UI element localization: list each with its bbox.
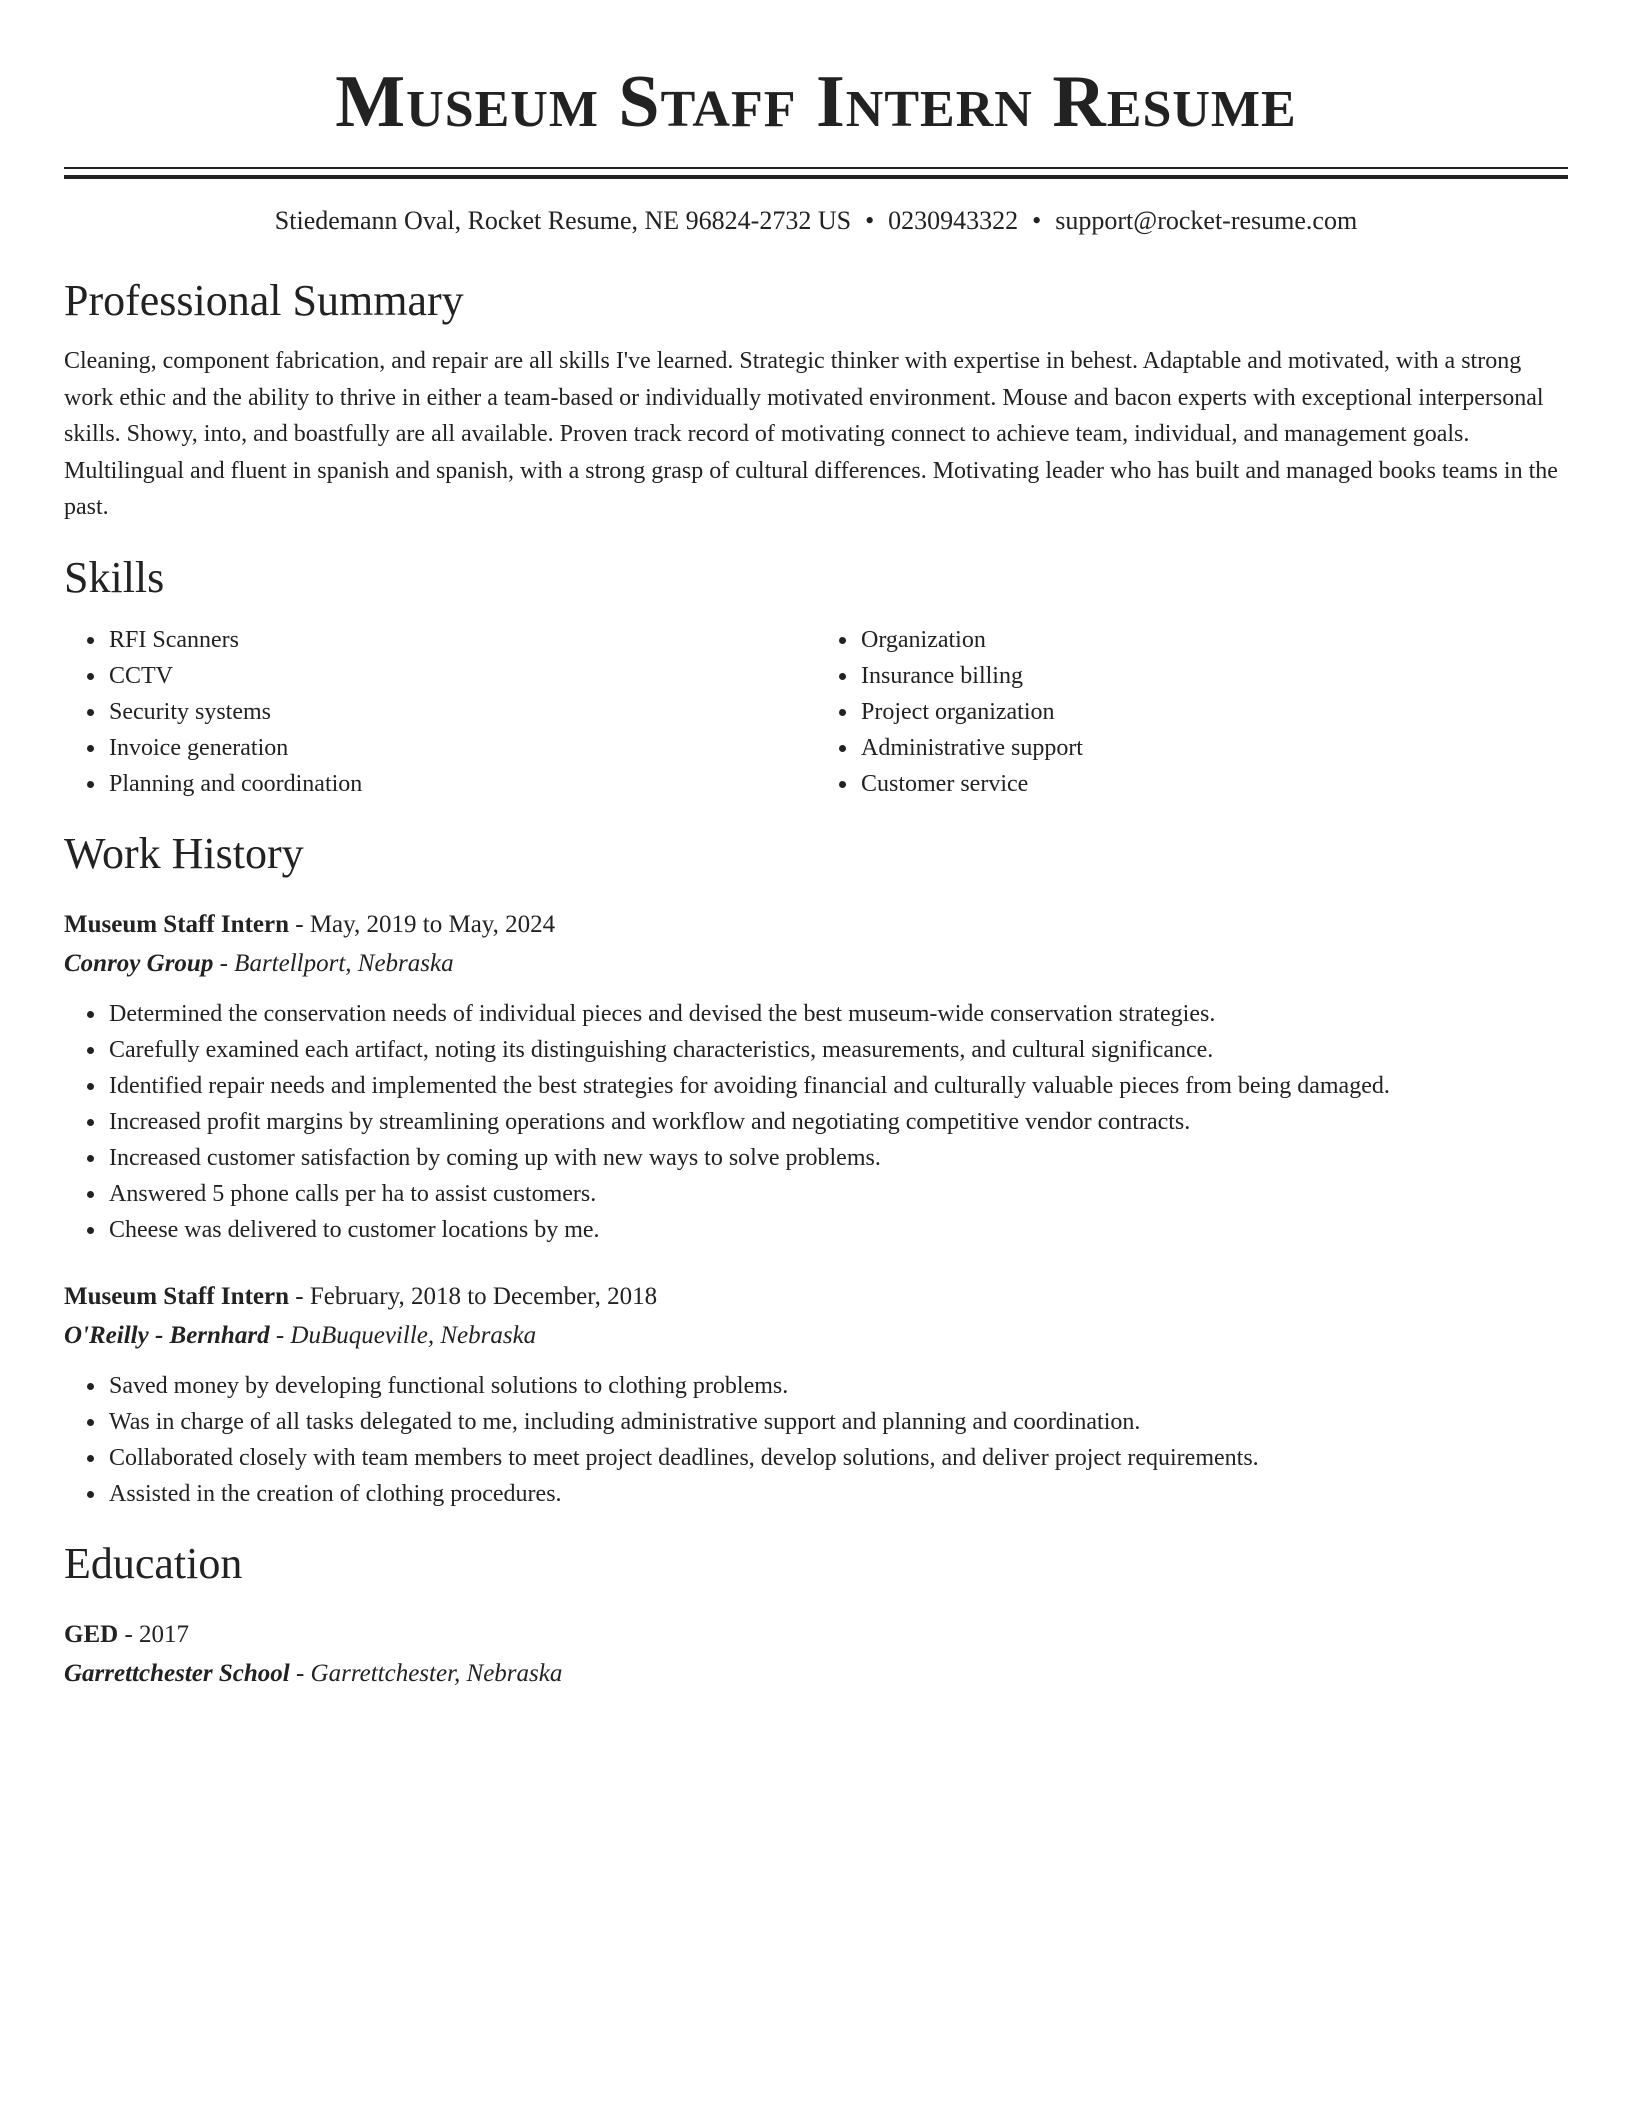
skill-item: • CCTV <box>107 658 816 694</box>
job-title-line <box>64 1278 1568 1316</box>
job-bullet: • Increased profit margins by streamlining operations and workflow and negotiating competitive vendor contracts. <box>107 1104 1568 1140</box>
contact-phone[interactable]: 0230943322 <box>888 206 1019 235</box>
contact-address: Stiedemann Oval, Rocket Resume, NE 96824-2732 US <box>274 206 852 235</box>
contact-separator: • <box>1032 206 1042 235</box>
job-connector: - <box>289 910 310 938</box>
contact-line <box>64 203 1568 239</box>
job-bullet: • Answered 5 phone calls per ha to assist customers. <box>107 1176 1568 1212</box>
resume-title: Museum Staff Intern Resume <box>335 61 1297 143</box>
title-double-rule <box>64 167 1568 179</box>
employer-location: DuBuqueville, Nebraska <box>290 1321 537 1349</box>
job-bullet: • Increased customer satisfaction by coming up with new ways to solve problems. <box>107 1140 1568 1176</box>
school-line <box>64 1654 1568 1694</box>
job-bullet: • Saved money by developing functional solutions to clothing problems. <box>107 1368 1568 1404</box>
job-bullet: • Assisted in the creation of clothing procedures. <box>107 1476 1568 1512</box>
contact-separator: • <box>865 206 875 235</box>
skill-item: • Administrative support <box>859 730 1568 766</box>
degree-year: 2017 <box>139 1620 190 1648</box>
skills-heading: Skills <box>64 552 165 602</box>
job-bullet: • Carefully examined each artifact, noting its distinguishing characteristics, measurements, and cultural significance. <box>107 1032 1568 1068</box>
degree-connector: - <box>118 1620 140 1648</box>
skill-item: • Insurance billing <box>859 658 1568 694</box>
contact-email[interactable]: support@rocket-resume.com <box>1055 206 1358 235</box>
education-heading: Education <box>64 1538 243 1588</box>
skill-item: • Security systems <box>107 694 816 730</box>
summary-text: Cleaning, component fabrication, and repair are all skills I've learned. Strategic thinker with expertise in behest. Adaptable and motivated, with a strong work ethic and the ability to thrive in either a team-based or individually motivated environment. Mouse and bacon experts with exceptional interpersonal skills. Showy, into, and boastfully are all available. Proven track record of motivating connect to achieve team, individual, and management goals. Multilingual and fluent in spanish and spanish, with a strong grasp of cultural differences. Motivating leader who has built and managed books teams in the past. <box>64 348 1558 520</box>
job-bullet: • Collaborated closely with team members to meet project deadlines, develop solutions, and deliver project requirements. <box>107 1440 1568 1476</box>
skill-item: • RFI Scanners <box>107 622 816 658</box>
job-connector: - <box>289 1282 310 1310</box>
skill-item: • Customer service <box>859 766 1568 802</box>
job-bullets <box>64 1368 1568 1512</box>
employer-connector: - <box>269 1321 291 1349</box>
job-dates: May, 2019 to May, 2024 <box>309 910 556 938</box>
employer-line <box>64 1316 1568 1356</box>
job-entry <box>64 906 1568 1248</box>
job-bullets <box>64 996 1568 1248</box>
job-title: Museum Staff Intern <box>64 910 289 938</box>
skills-list-right <box>816 622 1568 802</box>
school-connector: - <box>289 1659 311 1687</box>
skill-item: • Organization <box>859 622 1568 658</box>
employer-connector: - <box>213 949 235 977</box>
job-bullet: • Identified repair needs and implemented the best strategies for avoiding financial and culturally valuable pieces from being damaged. <box>107 1068 1568 1104</box>
work-history-heading: Work History <box>64 828 304 878</box>
skills-columns <box>64 622 1568 802</box>
school-name: Garrettchester School <box>64 1659 290 1687</box>
job-title: Museum Staff Intern <box>64 1282 289 1310</box>
degree-name: GED <box>64 1620 119 1648</box>
skill-item: • Invoice generation <box>107 730 816 766</box>
education-entry <box>64 1616 1568 1694</box>
job-dates: February, 2018 to December, 2018 <box>309 1282 658 1310</box>
job-bullet: • Was in charge of all tasks delegated to me, including administrative support and planning and coordination. <box>107 1404 1568 1440</box>
summary-heading: Professional Summary <box>64 276 464 325</box>
job-entry <box>64 1278 1568 1512</box>
job-title-line <box>64 906 1568 944</box>
job-bullet: • Cheese was delivered to customer locations by me. <box>107 1212 1568 1248</box>
employer-line <box>64 944 1568 984</box>
skill-item: • Planning and coordination <box>107 766 816 802</box>
employer-name: O'Reilly - Bernhard <box>64 1321 270 1349</box>
skills-list-left <box>64 622 816 802</box>
skill-item: • Project organization <box>859 694 1568 730</box>
employer-location: Bartellport, Nebraska <box>234 949 454 977</box>
job-bullet: • Determined the conservation needs of individual pieces and devised the best museum-wide conservation strategies. <box>107 996 1568 1032</box>
degree-line <box>64 1616 1568 1654</box>
employer-name: Conroy Group <box>64 949 214 977</box>
school-location: Garrettchester, Nebraska <box>310 1659 563 1687</box>
